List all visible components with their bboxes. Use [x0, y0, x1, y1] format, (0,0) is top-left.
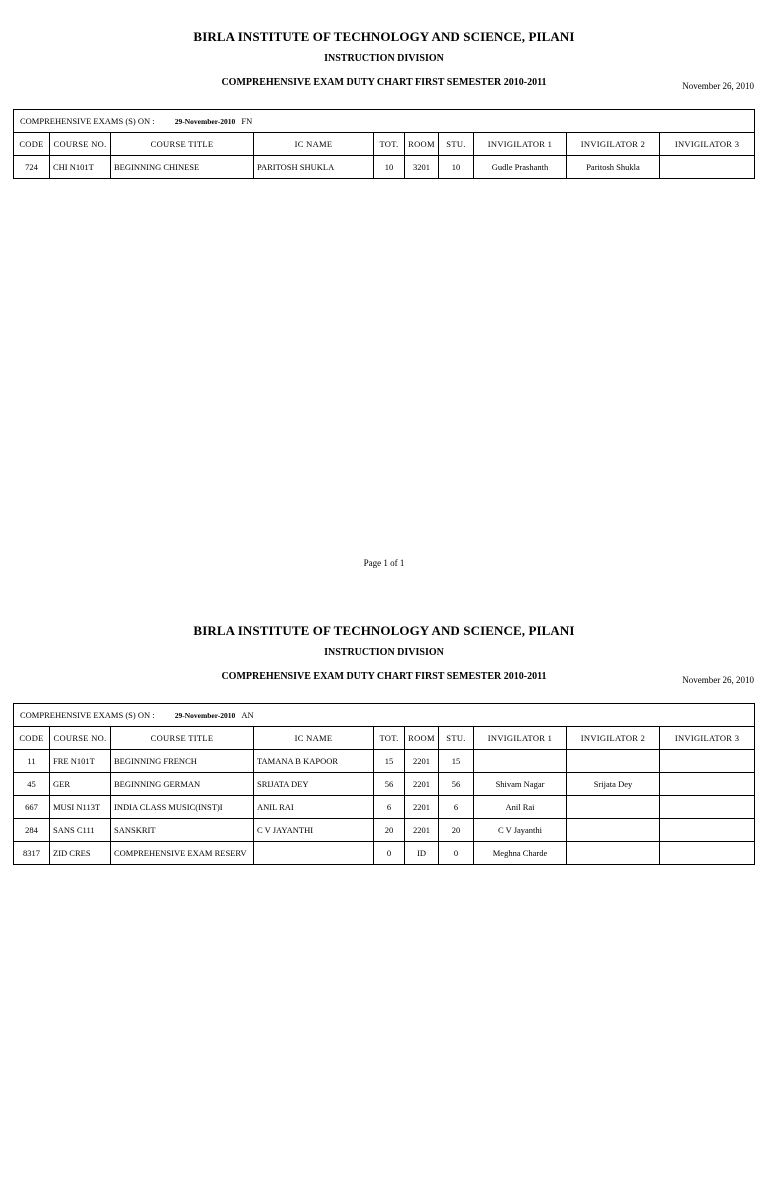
cell-stu: 10: [439, 156, 474, 179]
header-course-no: COURSE NO.: [50, 133, 111, 156]
header-code: CODE: [14, 727, 50, 750]
cell-code: 8317: [14, 842, 50, 865]
cell-stu: 15: [439, 750, 474, 773]
report-date: November 26, 2010: [682, 81, 754, 91]
cell-code: 724: [14, 156, 50, 179]
table-header-row: [14, 727, 755, 750]
cell-code: 11: [14, 750, 50, 773]
cell-invigilator-3: [660, 842, 755, 865]
header-invigilator-1: INVIGILATOR 1: [474, 133, 567, 156]
session-label: COMPREHENSIVE EXAMS (S) ON :: [20, 710, 155, 720]
institute-title: BIRLA INSTITUTE OF TECHNOLOGY AND SCIENCE, PILANI: [193, 29, 575, 44]
header-course-no: COURSE NO.: [50, 727, 111, 750]
chart-title: COMPREHENSIVE EXAM DUTY CHART FIRST SEMESTER 2010-2011: [221, 671, 547, 682]
table-header-row: [14, 133, 755, 156]
page-number: Page 1 of 1: [363, 558, 405, 568]
cell-invigilator-2: Paritosh Shukla: [567, 156, 660, 179]
cell-invigilator-2: Srijata Dey: [567, 773, 660, 796]
table-row: [14, 819, 755, 842]
cell-invigilator-2: [567, 819, 660, 842]
table-row: [14, 773, 755, 796]
cell-stu: 56: [439, 773, 474, 796]
header-stu: STU.: [439, 727, 474, 750]
cell-invigilator-1: Meghna Charde: [474, 842, 567, 865]
cell-ic-name: PARITOSH SHUKLA: [254, 156, 374, 179]
cell-ic-name: C V JAYANTHI: [254, 819, 374, 842]
cell-room: 2201: [405, 819, 439, 842]
session-shift: AN: [241, 710, 254, 720]
cell-ic-name: [254, 842, 374, 865]
cell-course-no: MUSI N113T: [50, 796, 111, 819]
header-room: ROOM: [405, 133, 439, 156]
table-row: [14, 156, 755, 179]
header-invigilator-2: INVIGILATOR 2: [567, 727, 660, 750]
header-invigilator-3: INVIGILATOR 3: [660, 133, 755, 156]
header-ic-name: IC NAME: [254, 133, 374, 156]
header-tot: TOT.: [374, 133, 405, 156]
cell-course-title: BEGINNING FRENCH: [111, 750, 254, 773]
header-stu: STU.: [439, 133, 474, 156]
session-label: COMPREHENSIVE EXAMS (S) ON :: [20, 116, 155, 126]
cell-course-title: BEGINNING CHINESE: [111, 156, 254, 179]
cell-code: 667: [14, 796, 50, 819]
cell-invigilator-1: Shivam Nagar: [474, 773, 567, 796]
header-code: CODE: [14, 133, 50, 156]
cell-course-no: FRE N101T: [50, 750, 111, 773]
cell-stu: 6: [439, 796, 474, 819]
header-ic-name: IC NAME: [254, 727, 374, 750]
session-shift: FN: [241, 116, 253, 126]
cell-course-title: SANSKRIT: [111, 819, 254, 842]
division-title: INSTRUCTION DIVISION: [324, 53, 444, 64]
cell-room: 3201: [405, 156, 439, 179]
cell-room: ID: [405, 842, 439, 865]
cell-course-no: SANS C111: [50, 819, 111, 842]
cell-invigilator-2: [567, 842, 660, 865]
header-invigilator-2: INVIGILATOR 2: [567, 133, 660, 156]
cell-ic-name: TAMANA B KAPOOR: [254, 750, 374, 773]
division-title: INSTRUCTION DIVISION: [324, 647, 444, 658]
table-row: [14, 842, 755, 865]
session-row: [14, 704, 755, 727]
header-invigilator-1: INVIGILATOR 1: [474, 727, 567, 750]
duty-chart-table: [13, 109, 755, 179]
cell-ic-name: ANIL RAI: [254, 796, 374, 819]
table-row: [14, 796, 755, 819]
cell-course-no: GER: [50, 773, 111, 796]
cell-course-no: ZID CRES: [50, 842, 111, 865]
cell-course-title: BEGINNING GERMAN: [111, 773, 254, 796]
cell-course-title: INDIA CLASS MUSIC(INST)I: [111, 796, 254, 819]
cell-invigilator-1: Anil Rai: [474, 796, 567, 819]
institute-title: BIRLA INSTITUTE OF TECHNOLOGY AND SCIENCE, PILANI: [193, 623, 575, 638]
cell-invigilator-3: [660, 750, 755, 773]
cell-tot: 6: [374, 796, 405, 819]
cell-stu: 0: [439, 842, 474, 865]
cell-invigilator-3: [660, 156, 755, 179]
cell-invigilator-1: Gudle Prashanth: [474, 156, 567, 179]
header-course-title: COURSE TITLE: [111, 727, 254, 750]
cell-invigilator-2: [567, 796, 660, 819]
cell-course-title: COMPREHENSIVE EXAM RESERV: [111, 842, 254, 865]
session-date: 29-November-2010: [174, 711, 236, 720]
cell-room: 2201: [405, 796, 439, 819]
cell-tot: 15: [374, 750, 405, 773]
cell-invigilator-1: C V Jayanthi: [474, 819, 567, 842]
header-tot: TOT.: [374, 727, 405, 750]
header-course-title: COURSE TITLE: [111, 133, 254, 156]
cell-ic-name: SRIJATA DEY: [254, 773, 374, 796]
document-page-2: [0, 594, 768, 1188]
cell-stu: 20: [439, 819, 474, 842]
cell-tot: 10: [374, 156, 405, 179]
duty-chart-table: [13, 703, 755, 865]
table-row: [14, 750, 755, 773]
header-room: ROOM: [405, 727, 439, 750]
header-invigilator-3: INVIGILATOR 3: [660, 727, 755, 750]
cell-code: 284: [14, 819, 50, 842]
cell-code: 45: [14, 773, 50, 796]
cell-room: 2201: [405, 773, 439, 796]
cell-tot: 56: [374, 773, 405, 796]
session-row: [14, 110, 755, 133]
cell-invigilator-2: [567, 750, 660, 773]
cell-tot: 20: [374, 819, 405, 842]
cell-tot: 0: [374, 842, 405, 865]
cell-invigilator-3: [660, 819, 755, 842]
chart-title: COMPREHENSIVE EXAM DUTY CHART FIRST SEMESTER 2010-2011: [221, 77, 547, 88]
session-date: 29-November-2010: [174, 117, 236, 126]
report-date: November 26, 2010: [682, 675, 754, 685]
cell-room: 2201: [405, 750, 439, 773]
cell-invigilator-1: [474, 750, 567, 773]
cell-course-no: CHI N101T: [50, 156, 111, 179]
cell-invigilator-3: [660, 796, 755, 819]
cell-invigilator-3: [660, 773, 755, 796]
